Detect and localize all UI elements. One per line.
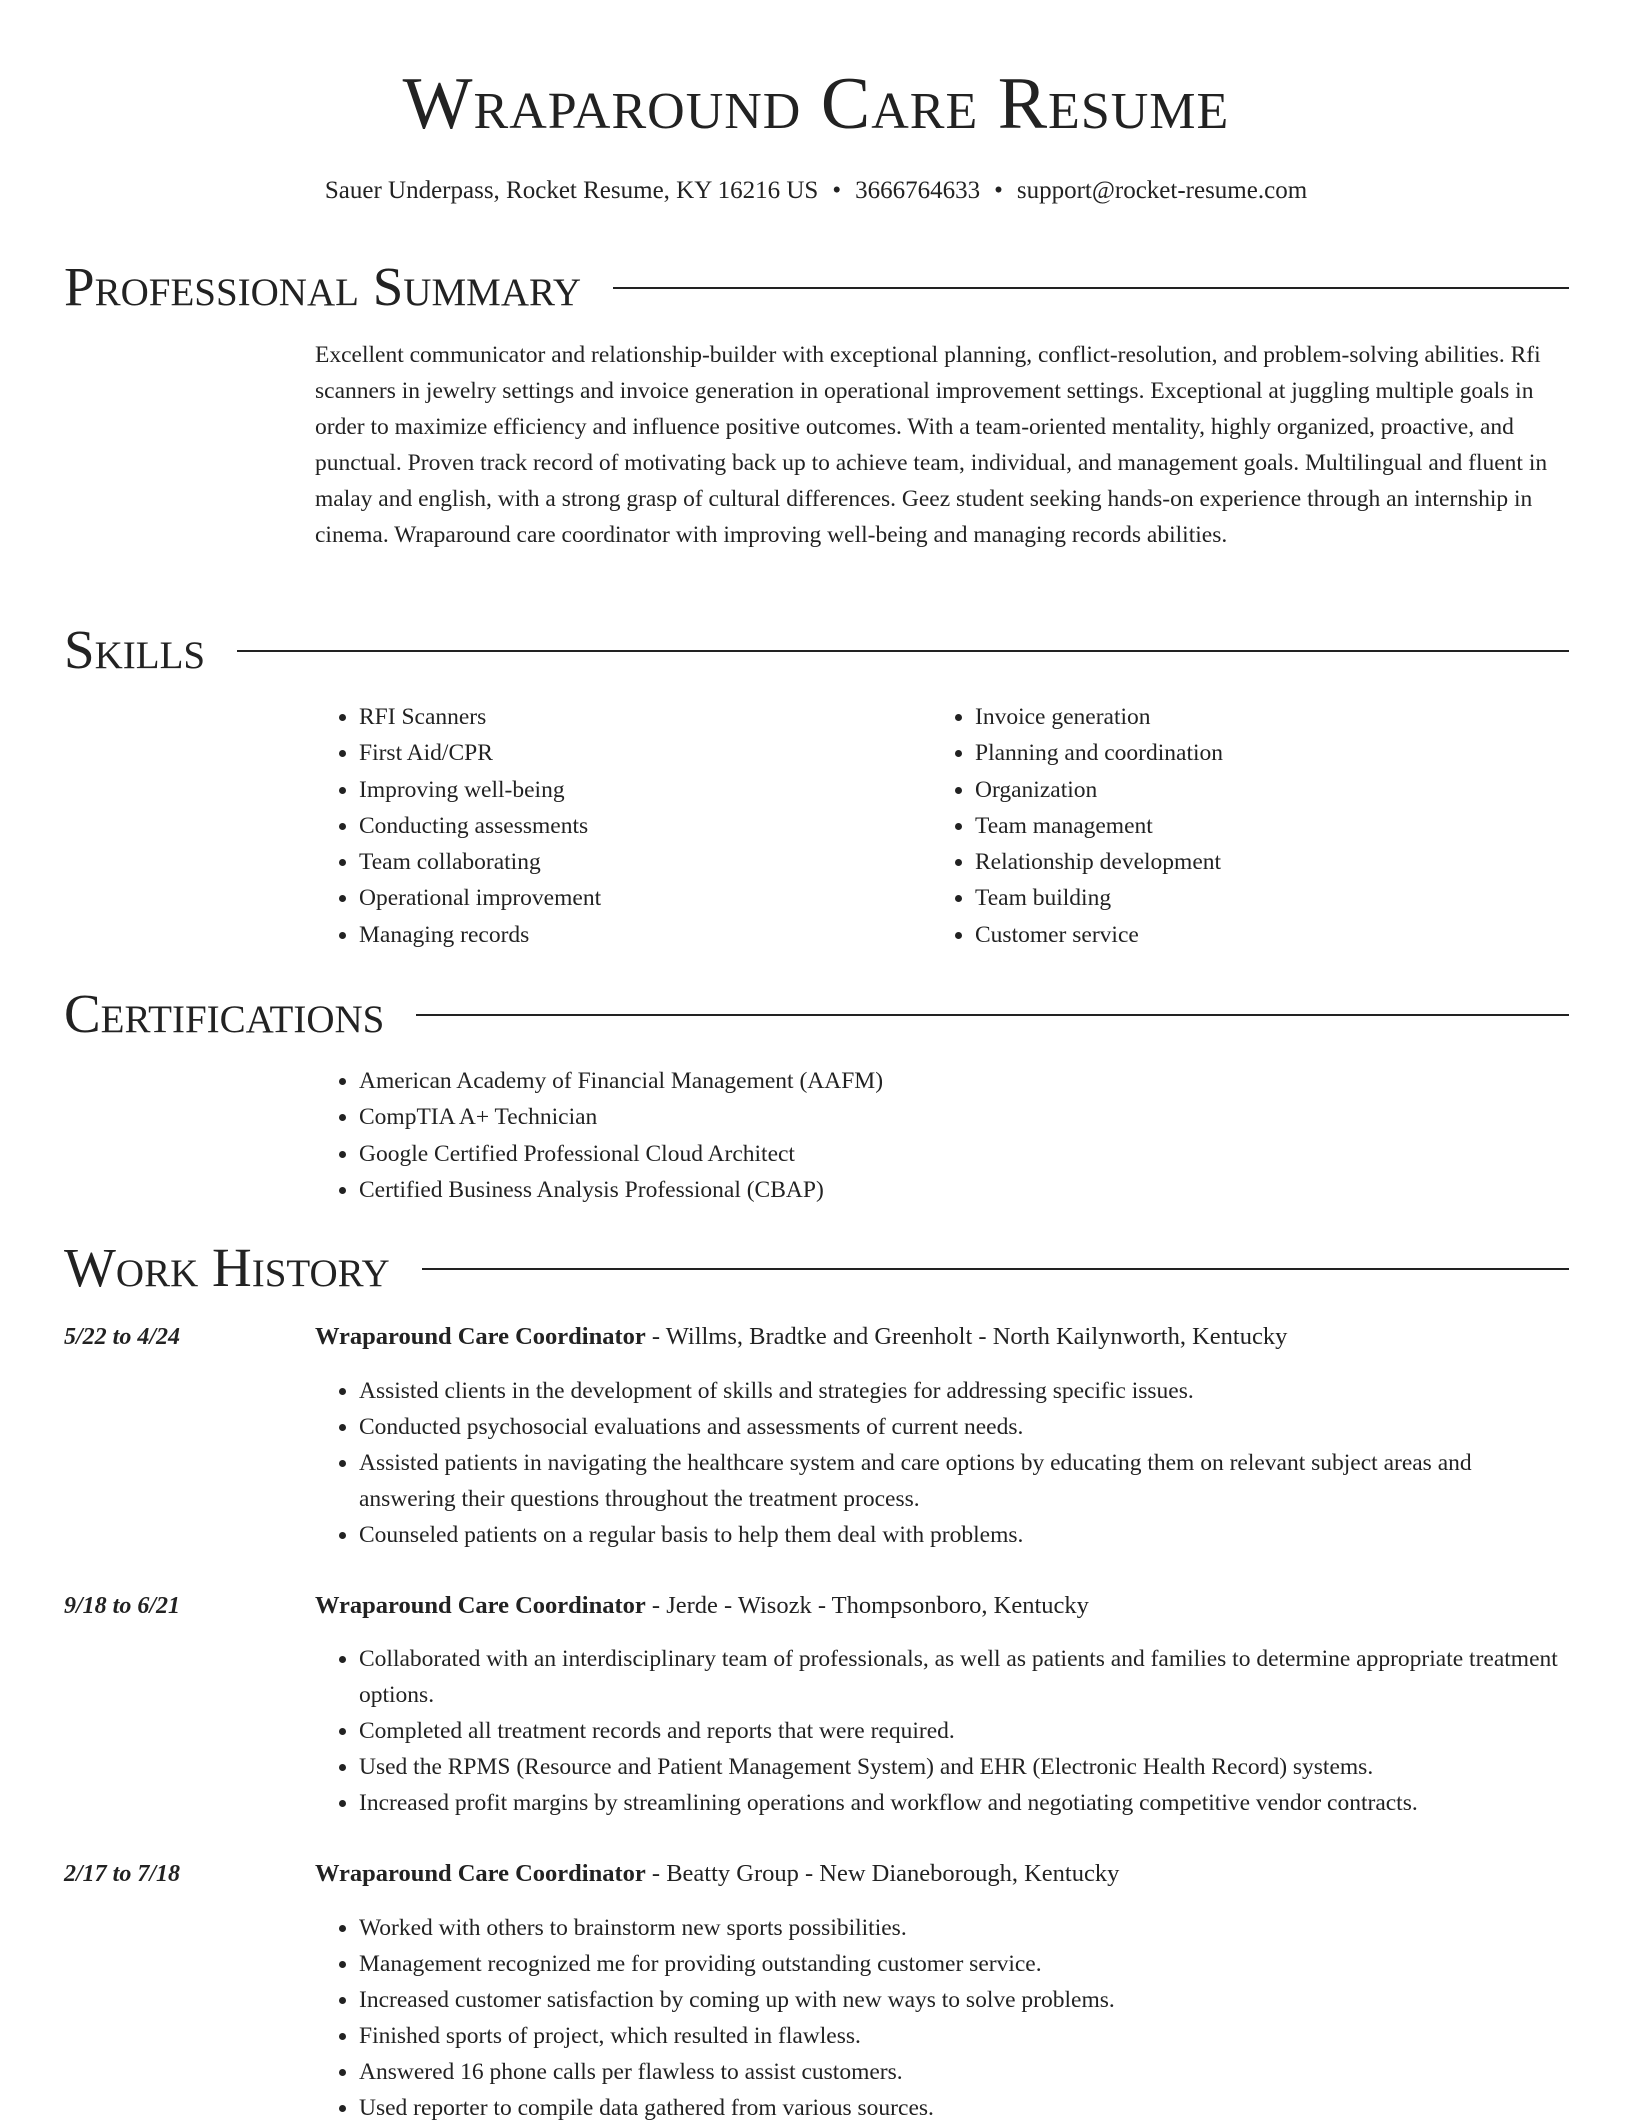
- job-bullet: • Assisted patients in navigating the healthcare system and care options by educating them on relevant subject areas and answering their questions throughout the treatment process.: [359, 1445, 1570, 1517]
- job-bullet: • Conducted psychosocial evaluations and assessments of current needs.: [359, 1409, 1570, 1445]
- skill-item: • Operational improvement: [359, 880, 915, 916]
- skill-item: • First Aid/CPR: [359, 735, 915, 771]
- job-employer: - Beatty Group - New Dianeborough, Kentucky: [645, 1860, 1120, 1887]
- job-title-line: [315, 1588, 1570, 1624]
- certifications-list: [315, 1063, 1555, 1208]
- job-title: Wraparound Care Coordinator: [315, 1592, 646, 1619]
- job-dates: 5/22 to 4/24: [64, 1324, 181, 1350]
- skill-item: • Customer service: [975, 917, 1551, 953]
- section-divider: [613, 287, 1569, 289]
- skill-item: • Relationship development: [975, 844, 1551, 880]
- job-bullet: • Assisted clients in the development of skills and strategies for addressing specific issues.: [359, 1373, 1570, 1409]
- job-bullet: • Worked with others to brainstorm new sports possibilities.: [359, 1910, 1570, 1946]
- job-employer: - Jerde - Wisozk - Thompsonboro, Kentucky: [645, 1592, 1089, 1619]
- resume-title: Wraparound Care Resume: [402, 63, 1230, 145]
- skill-item: • Organization: [975, 772, 1551, 808]
- job-bullet: • Answered 16 phone calls per flawless to assist customers.: [359, 2054, 1570, 2090]
- job-bullets: [315, 1910, 1570, 2126]
- job-title: Wraparound Care Coordinator: [315, 1323, 646, 1350]
- job-dates: 2/17 to 7/18: [64, 1861, 181, 1887]
- job-title: Wraparound Care Coordinator: [315, 1860, 646, 1887]
- job-bullet: • Counseled patients on a regular basis to help them deal with problems.: [359, 1517, 1570, 1553]
- job-bullets: [315, 1373, 1570, 1553]
- skill-item: • Invoice generation: [975, 699, 1551, 735]
- contact-email: support@rocket-resume.com: [1016, 177, 1308, 204]
- job-bullet: • Used reporter to compile data gathered from various sources.: [359, 2090, 1570, 2126]
- job-employer: - Willms, Bradtke and Greenholt - North Kailynworth, Kentucky: [645, 1323, 1288, 1350]
- job-bullet: • Completed all treatment records and reports that were required.: [359, 1713, 1570, 1749]
- skill-item: • Conducting assessments: [359, 808, 915, 844]
- job-title-line: [315, 1319, 1570, 1355]
- job-bullet: • Used the RPMS (Resource and Patient Management System) and EHR (Electronic Health Record) systems.: [359, 1749, 1570, 1785]
- job-dates: 9/18 to 6/21: [64, 1593, 181, 1619]
- skill-item: • Team collaborating: [359, 844, 915, 880]
- skill-item: • RFI Scanners: [359, 699, 915, 735]
- job-bullets: [315, 1641, 1570, 1821]
- skill-item: • Team building: [975, 880, 1551, 916]
- job-bullet: • Increased profit margins by streamlining operations and workflow and negotiating competitive vendor contracts.: [359, 1785, 1570, 1821]
- certifications-heading: Certifications: [64, 983, 385, 1044]
- section-divider: [237, 650, 1569, 652]
- contact-phone: 3666764633: [855, 177, 981, 204]
- skills-left-column: [315, 699, 915, 953]
- job-bullet: • Increased customer satisfaction by coming up with new ways to solve problems.: [359, 1982, 1570, 2018]
- skill-item: • Team management: [975, 808, 1551, 844]
- contact-separator: •: [994, 177, 1003, 204]
- skill-item: • Improving well-being: [359, 772, 915, 808]
- job-title-line: [315, 1856, 1570, 1892]
- skill-item: • Managing records: [359, 917, 915, 953]
- certification-item: • CompTIA A+ Technician: [359, 1099, 1555, 1135]
- skills-section-header: [64, 615, 1569, 685]
- summary-heading: Professional Summary: [64, 256, 582, 317]
- certifications-section-header: [64, 979, 1569, 1049]
- skill-item: • Planning and coordination: [975, 735, 1551, 771]
- skills-right-column: [931, 699, 1551, 953]
- contact-address: Sauer Underpass, Rocket Resume, KY 16216 US: [324, 177, 819, 204]
- skills-heading: Skills: [64, 619, 206, 680]
- section-divider: [416, 1014, 1569, 1016]
- job-bullet: • Collaborated with an interdisciplinary team of professionals, as well as patients and families to determine appropriate treatment options.: [359, 1641, 1570, 1713]
- section-divider: [422, 1268, 1569, 1270]
- summary-text: Excellent communicator and relationship-builder with exceptional planning, conflict-resolution, and problem-solving abilities. Rfi scanners in jewelry settings and invoice generation in operational improvement settings. Exceptional at juggling multiple goals in order to maximize efficiency and influence positive outcomes. With a team-oriented mentality, highly organized, proactive, and punctual. Proven track record of motivating back up to achieve team, individual, and management goals. Multilingual and fluent in malay and english, with a strong grasp of cultural differences. Geez student seeking hands-on experience through an internship in cinema. Wraparound care coordinator with improving well-being and managing records abilities.: [315, 342, 1548, 548]
- job-bullet: • Management recognized me for providing outstanding customer service.: [359, 1946, 1570, 1982]
- summary-section-header: [64, 252, 1569, 322]
- certification-item: • Certified Business Analysis Professional (CBAP): [359, 1172, 1555, 1208]
- certification-item: • Google Certified Professional Cloud Architect: [359, 1136, 1555, 1172]
- job-bullet: • Finished sports of project, which resulted in flawless.: [359, 2018, 1570, 2054]
- contact-line: [0, 174, 1632, 208]
- work-history-section-header: [64, 1233, 1569, 1303]
- contact-separator: •: [832, 177, 842, 204]
- certification-item: • American Academy of Financial Management (AAFM): [359, 1063, 1555, 1099]
- work-history-heading: Work History: [64, 1237, 390, 1298]
